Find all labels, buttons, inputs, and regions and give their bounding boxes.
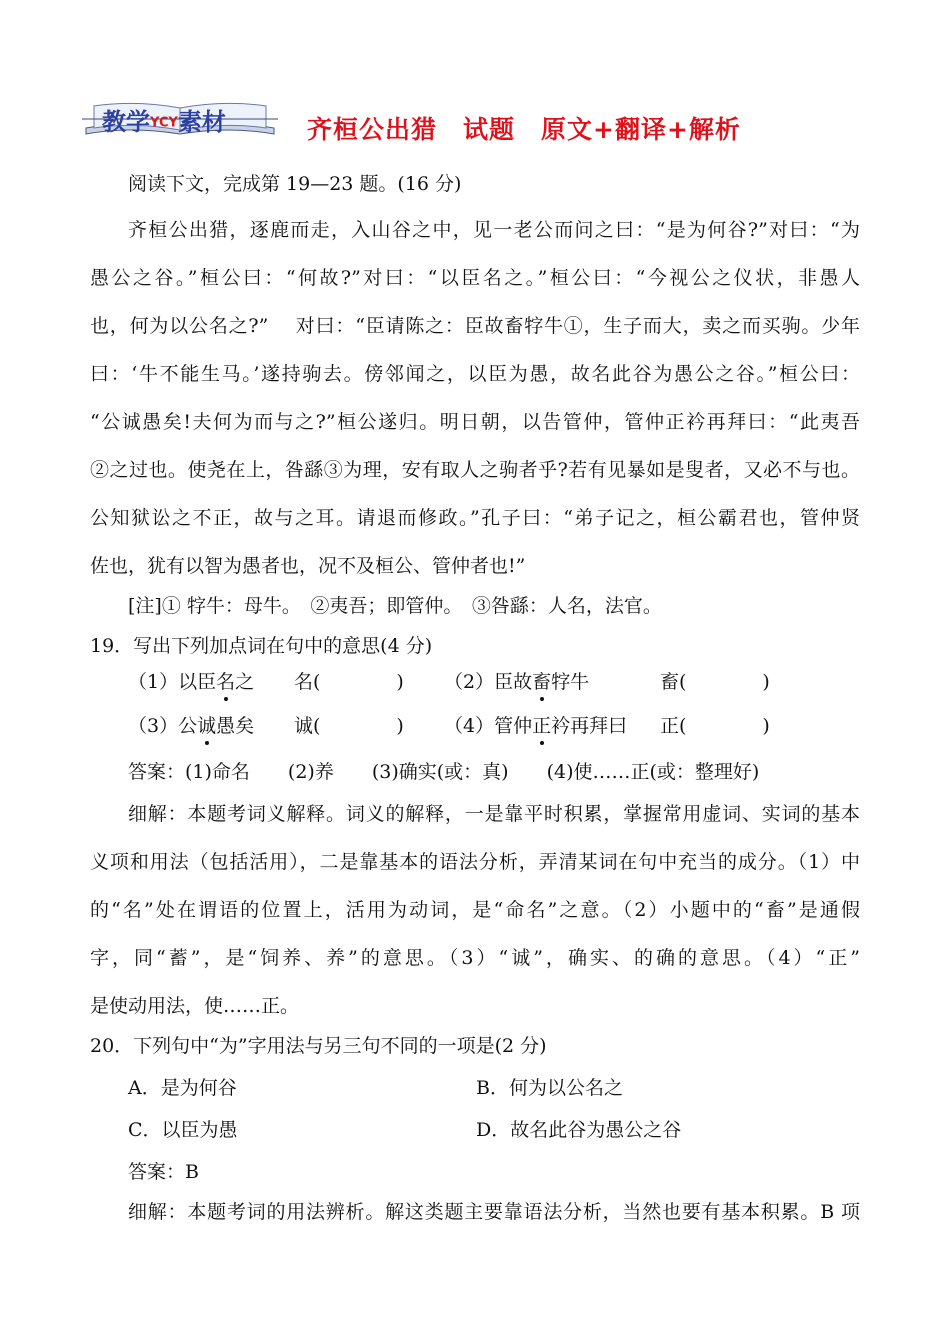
q19-answer: 答案：(1)命名 (2)养 (3)确实(或：真) (4)使……正(或：整理好) [128, 761, 760, 783]
passage-line: 佐也，犹有以智为愚者也，况不及桓公、管仲者也!” [90, 555, 526, 577]
annotation-note: [注]① 牸牛：母牛。 ②夷吾；即管仲。 ③咎繇：人名，法官。 [128, 595, 662, 617]
passage-line: 齐桓公出猎，逐鹿而走，入山谷之中，见一老公而问之曰：“是为何谷?”对曰：“为 [128, 219, 860, 241]
passage-line: “公诚愚矣!夫何为而与之?”桓公遂归。明日朝，以告管仲，管仲正衿再拜曰：“此夷吾 [90, 411, 860, 433]
q19-item-2: （2）臣故畜牸牛 [444, 671, 590, 693]
logo-text-mid: YCY [150, 115, 178, 131]
q19-explain-line: 字，同“蓄”，是“饲养、养”的意思。（3）“诚”，确实、的确的意思。（4）“正” [90, 947, 860, 969]
q20-option-d: D．故名此谷为愚公之谷 [476, 1119, 682, 1141]
q20-explain-line: 细解：本题考词的用法辨析。解这类题主要靠语法分析，当然也要有基本积累。B 项 [128, 1201, 860, 1223]
q19-item-1: （1）以臣名之 [128, 671, 255, 693]
dotted-word: 正 [532, 715, 552, 737]
page-title: 齐桓公出猎 试题 原文+翻译+解析 [307, 115, 741, 144]
dotted-word: 诚 [197, 715, 217, 737]
q19-item-3: （3）公诚愚矣 [128, 715, 255, 737]
passage-line: 愚公之谷。”桓公曰：“何故?”对曰：“以臣名之。”桓公曰：“今视公之仪状，非愚人 [90, 267, 860, 289]
q20-option-b: B．何为以公名之 [476, 1077, 623, 1099]
logo [80, 98, 280, 140]
q19-explain-line: 是使动用法，使……正。 [90, 995, 300, 1017]
q19-blank-2: 畜( ) [660, 671, 770, 693]
q19-item-4: （4）管仲正衿再拜曰 [444, 715, 628, 737]
logo-text-main: 教学 [102, 108, 150, 136]
q20-option-a: A．是为何谷 [128, 1077, 237, 1099]
q19-explain-line: 的“名”处在谓语的位置上，活用为动词，是“命名”之意。（2）小题中的“畜”是通假 [90, 899, 860, 921]
intro-text: 阅读下文，完成第 19—23 题。(16 分) [128, 173, 462, 195]
q19-explain-line: 细解：本题考词义解释。词义的解释，一是靠平时积累，掌握常用虚词、实词的基本 [128, 803, 860, 825]
q20-option-c: C．以臣为愚 [128, 1119, 238, 1141]
question-20-stem: 20．下列句中“为”字用法与另三句不同的一项是(2 分) [90, 1035, 547, 1057]
passage-line: 公知狱讼之不正，故与之耳。请退而修政。”孔子曰：“弟子记之，桓公霸君也，管仲贤 [90, 507, 860, 529]
q19-blank-3: 诚( ) [294, 715, 404, 737]
passage-line: 曰：‘牛不能生马。’遂持驹去。傍邻闻之，以臣为愚，故名此谷为愚公之谷。”桓公曰： [90, 363, 860, 385]
question-19-stem: 19．写出下列加点词在句中的意思(4 分) [90, 635, 433, 657]
dotted-word: 畜 [532, 671, 552, 693]
q19-blank-1: 名( ) [294, 671, 404, 693]
q19-explain-line: 义项和用法（包括活用），二是靠基本的语法分析，弄清某词在句中充当的成分。（1）中 [90, 851, 860, 873]
dotted-word: 名 [216, 671, 236, 693]
q20-answer: 答案：B [128, 1161, 199, 1183]
logo-text-end: 素材 [177, 108, 226, 136]
passage-line: 也，何为以公名之?” 对曰：“臣请陈之：臣故畜牸牛①，生子而大，卖之而买驹。少年 [90, 315, 860, 337]
q19-blank-4: 正( ) [660, 715, 770, 737]
passage-line: ②之过也。使尧在上，咎繇③为理，安有取人之驹者乎?若有见暴如是叟者，又必不与也。 [90, 459, 860, 481]
